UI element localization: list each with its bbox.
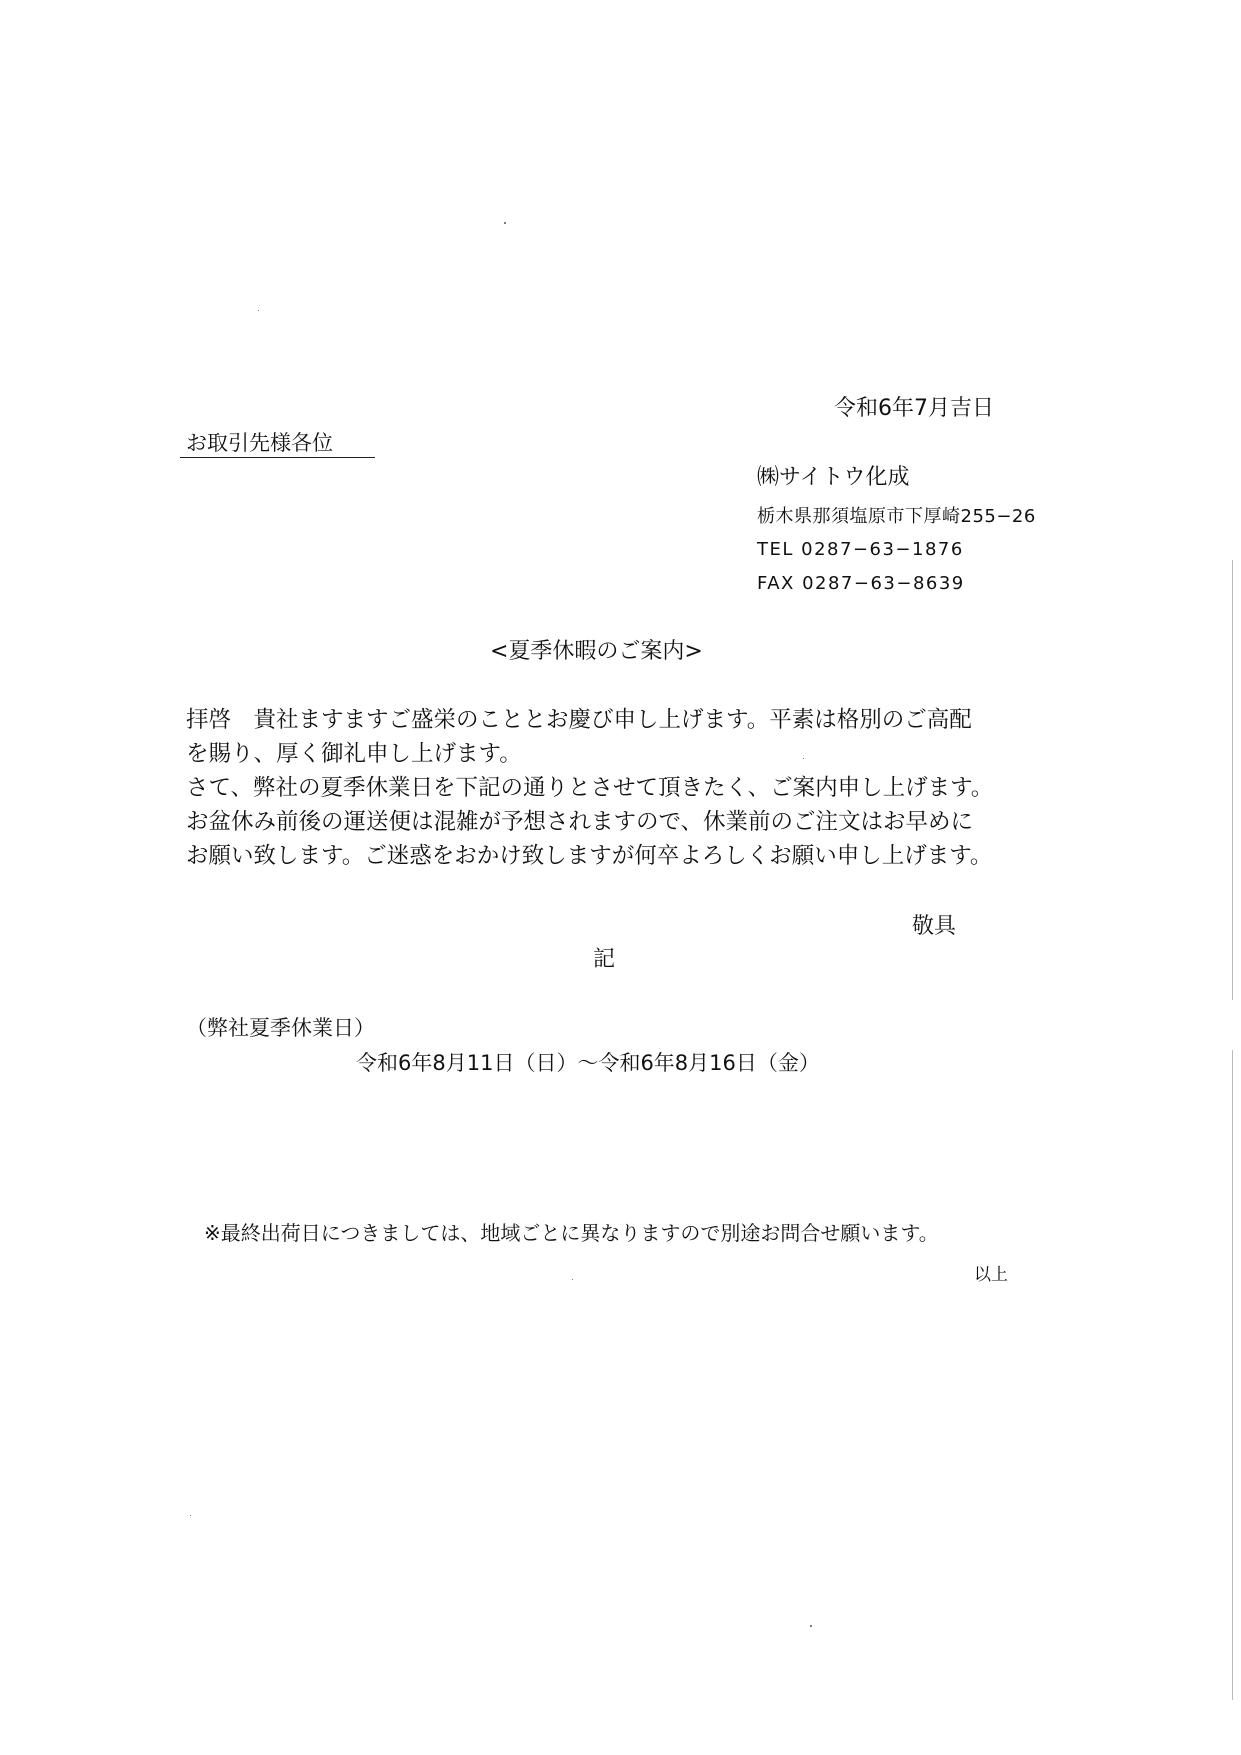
scan-speck (258, 310, 259, 311)
scan-edge-mark (1232, 1050, 1233, 1700)
letter-title: <夏季休暇のご案内> (490, 639, 703, 664)
sender-address: 栃木県那須塩原市下厚崎255−26 (757, 506, 1036, 527)
end-mark: 以上 (974, 1265, 1008, 1285)
scan-speck (810, 1625, 812, 1627)
recipient: お取引先様各位 (186, 431, 333, 455)
sender-company: ㈱サイトウ化成 (757, 465, 910, 490)
scan-speck (572, 1279, 573, 1280)
body-line: 拝啓 貴社ますますご盛栄のこととお慶び申し上げます。平素は格別のご高配 (186, 707, 972, 733)
holiday-label: （弊社夏季休業日） (186, 1016, 375, 1040)
sender-tel: TEL 0287−63−1876 (757, 539, 964, 560)
scan-speck (504, 222, 506, 224)
holiday-dates: 令和6年8月11日（日）～令和6年8月16日（金） (356, 1051, 820, 1075)
body-line: さて、弊社の夏季休業日を下記の通りとさせて頂きたく、ご案内申し上げます。 (186, 775, 994, 801)
body-line: お願い致します。ご迷惑をおかけ致しますが何卒よろしくお願い申し上げます。 (186, 843, 993, 869)
letter-date: 令和6年7月吉日 (834, 396, 994, 421)
shipping-note: ※最終出荷日につきましては、地域ごとに異なりますので別途お問合せ願います。 (204, 1221, 939, 1245)
body-line: を賜り、厚く御礼申し上げます。 (186, 741, 522, 767)
scan-edge-mark (1232, 560, 1233, 1000)
scan-speck (803, 758, 804, 759)
scan-speck (190, 1515, 191, 1516)
ki-heading: 記 (593, 947, 616, 972)
body-line: お盆休み前後の運送便は混雑が予想されますので、休業前のご注文はお早めに (186, 809, 974, 835)
recipient-underline (180, 457, 375, 458)
sender-fax: FAX 0287−63−8639 (757, 573, 965, 594)
closing-keigu: 敬具 (912, 914, 957, 939)
